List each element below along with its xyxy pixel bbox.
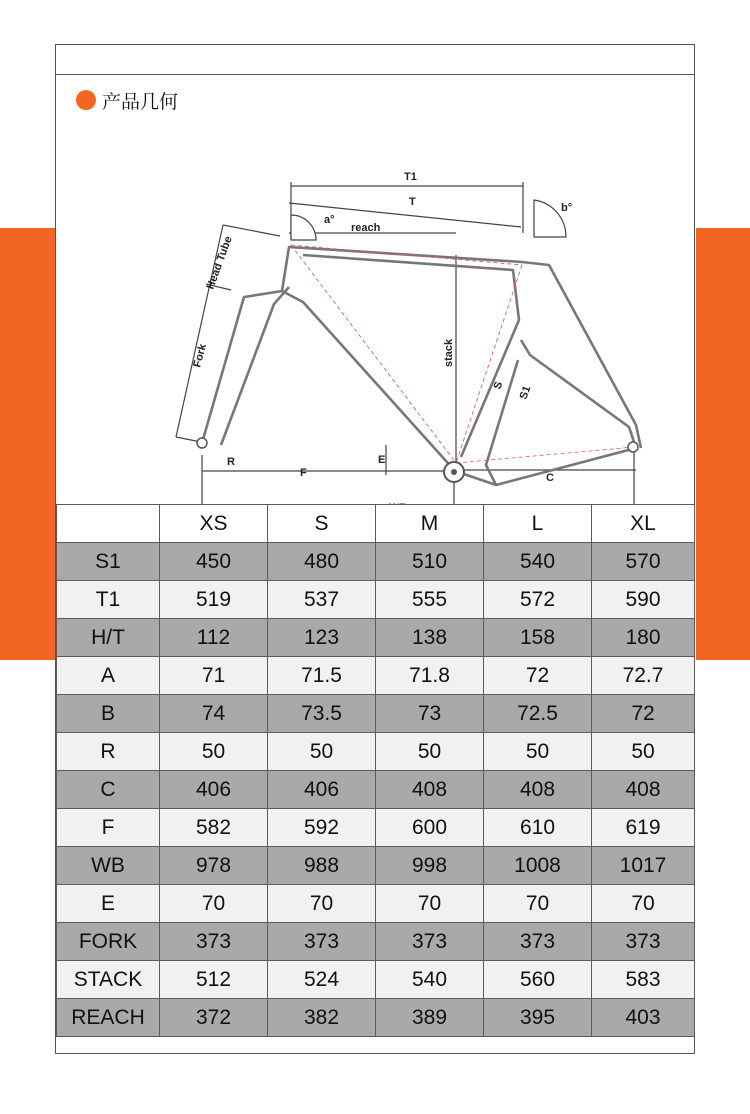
table-cell: 389 [376, 999, 484, 1037]
table-row [57, 809, 695, 847]
row-label: E [57, 885, 160, 923]
table-cell: 978 [160, 847, 268, 885]
label-t1: T1 [404, 171, 417, 183]
card-divider [56, 74, 694, 75]
table-row [57, 657, 695, 695]
table-cell: 555 [376, 581, 484, 619]
orange-band-left [0, 228, 55, 660]
label-fork: Fork [191, 342, 210, 369]
table-cell: 583 [592, 961, 695, 999]
table-cell: 72 [484, 657, 592, 695]
table-cell: 112 [160, 619, 268, 657]
label-head-tube: Head Tube [204, 234, 235, 292]
table-cell: 610 [484, 809, 592, 847]
table-cell: 73.5 [268, 695, 376, 733]
table-cell: 123 [268, 619, 376, 657]
label-f: F [300, 467, 307, 479]
table-cell: 158 [484, 619, 592, 657]
row-label: WB [57, 847, 160, 885]
table-cell: 406 [160, 771, 268, 809]
table-cell: 70 [376, 885, 484, 923]
table-cell: 537 [268, 581, 376, 619]
label-reach: reach [351, 222, 381, 234]
row-label: C [57, 771, 160, 809]
table-cell: 600 [376, 809, 484, 847]
table-cell: 540 [376, 961, 484, 999]
table-cell: 71 [160, 657, 268, 695]
row-label: F [57, 809, 160, 847]
table-cell: 408 [376, 771, 484, 809]
geometry-card [55, 44, 695, 1054]
table-row [57, 885, 695, 923]
table-cell: 373 [376, 923, 484, 961]
row-label: B [57, 695, 160, 733]
label-c: C [546, 472, 554, 484]
row-label: STACK [57, 961, 160, 999]
table-cell: 382 [268, 999, 376, 1037]
table-cell: 50 [376, 733, 484, 771]
table-cell: 50 [484, 733, 592, 771]
table-row [57, 923, 695, 961]
header-size-xs: XS [160, 505, 268, 543]
geometry-table [56, 504, 695, 1037]
table-cell: 1008 [484, 847, 592, 885]
table-cell: 71.8 [376, 657, 484, 695]
table-cell: 50 [592, 733, 695, 771]
section-title: 产品几何 [102, 90, 179, 113]
table-cell: 590 [592, 581, 695, 619]
table-cell: 619 [592, 809, 695, 847]
table-cell: 373 [160, 923, 268, 961]
table-cell: 570 [592, 543, 695, 581]
table-cell: 72.7 [592, 657, 695, 695]
label-a: a° [324, 214, 335, 226]
table-cell: 70 [592, 885, 695, 923]
table-row [57, 543, 695, 581]
table-cell: 72 [592, 695, 695, 733]
table-row [57, 733, 695, 771]
table-row [57, 771, 695, 809]
table-row [57, 999, 695, 1037]
table-cell: 403 [592, 999, 695, 1037]
row-label: REACH [57, 999, 160, 1037]
label-r: R [227, 456, 235, 468]
table-cell: 74 [160, 695, 268, 733]
label-s1: S1 [517, 384, 534, 402]
table-cell: 180 [592, 619, 695, 657]
label-s: S [491, 380, 506, 392]
table-cell: 50 [268, 733, 376, 771]
label-e: E [378, 454, 386, 466]
table-cell: 480 [268, 543, 376, 581]
label-b: b° [561, 202, 573, 214]
header-size-l: L [484, 505, 592, 543]
table-cell: 72.5 [484, 695, 592, 733]
table-cell: 395 [484, 999, 592, 1037]
table-row [57, 581, 695, 619]
table-row [57, 695, 695, 733]
table-cell: 519 [160, 581, 268, 619]
table-cell: 560 [484, 961, 592, 999]
table-cell: 510 [376, 543, 484, 581]
row-label: H/T [57, 619, 160, 657]
table-cell: 540 [484, 543, 592, 581]
table-cell: 988 [268, 847, 376, 885]
table-cell: 572 [484, 581, 592, 619]
label-stack: stack [443, 338, 455, 367]
table-cell: 512 [160, 961, 268, 999]
table-cell: 73 [376, 695, 484, 733]
row-label: A [57, 657, 160, 695]
label-t: T [409, 196, 416, 208]
table-cell: 373 [268, 923, 376, 961]
table-cell: 524 [268, 961, 376, 999]
row-label: FORK [57, 923, 160, 961]
table-cell: 450 [160, 543, 268, 581]
table-cell: 582 [160, 809, 268, 847]
table-cell: 71.5 [268, 657, 376, 695]
header-size-s: S [268, 505, 376, 543]
table-cell: 408 [592, 771, 695, 809]
table-row [57, 847, 695, 885]
table-cell: 998 [376, 847, 484, 885]
table-cell: 70 [268, 885, 376, 923]
table-row [57, 619, 695, 657]
header-corner [57, 505, 160, 543]
frame-geometry-diagram [56, 105, 696, 505]
table-cell: 70 [160, 885, 268, 923]
header-size-xl: XL [592, 505, 695, 543]
table-cell: 70 [484, 885, 592, 923]
table-row [57, 961, 695, 999]
table-cell: 373 [592, 923, 695, 961]
table-cell: 50 [160, 733, 268, 771]
orange-band-right [696, 228, 750, 660]
table-cell: 408 [484, 771, 592, 809]
row-label: S1 [57, 543, 160, 581]
row-label: T1 [57, 581, 160, 619]
table-cell: 138 [376, 619, 484, 657]
table-cell: 592 [268, 809, 376, 847]
table-header-row [57, 505, 695, 543]
table-cell: 372 [160, 999, 268, 1037]
row-label: R [57, 733, 160, 771]
table-cell: 1017 [592, 847, 695, 885]
table-cell: 406 [268, 771, 376, 809]
table-cell: 373 [484, 923, 592, 961]
header-size-m: M [376, 505, 484, 543]
